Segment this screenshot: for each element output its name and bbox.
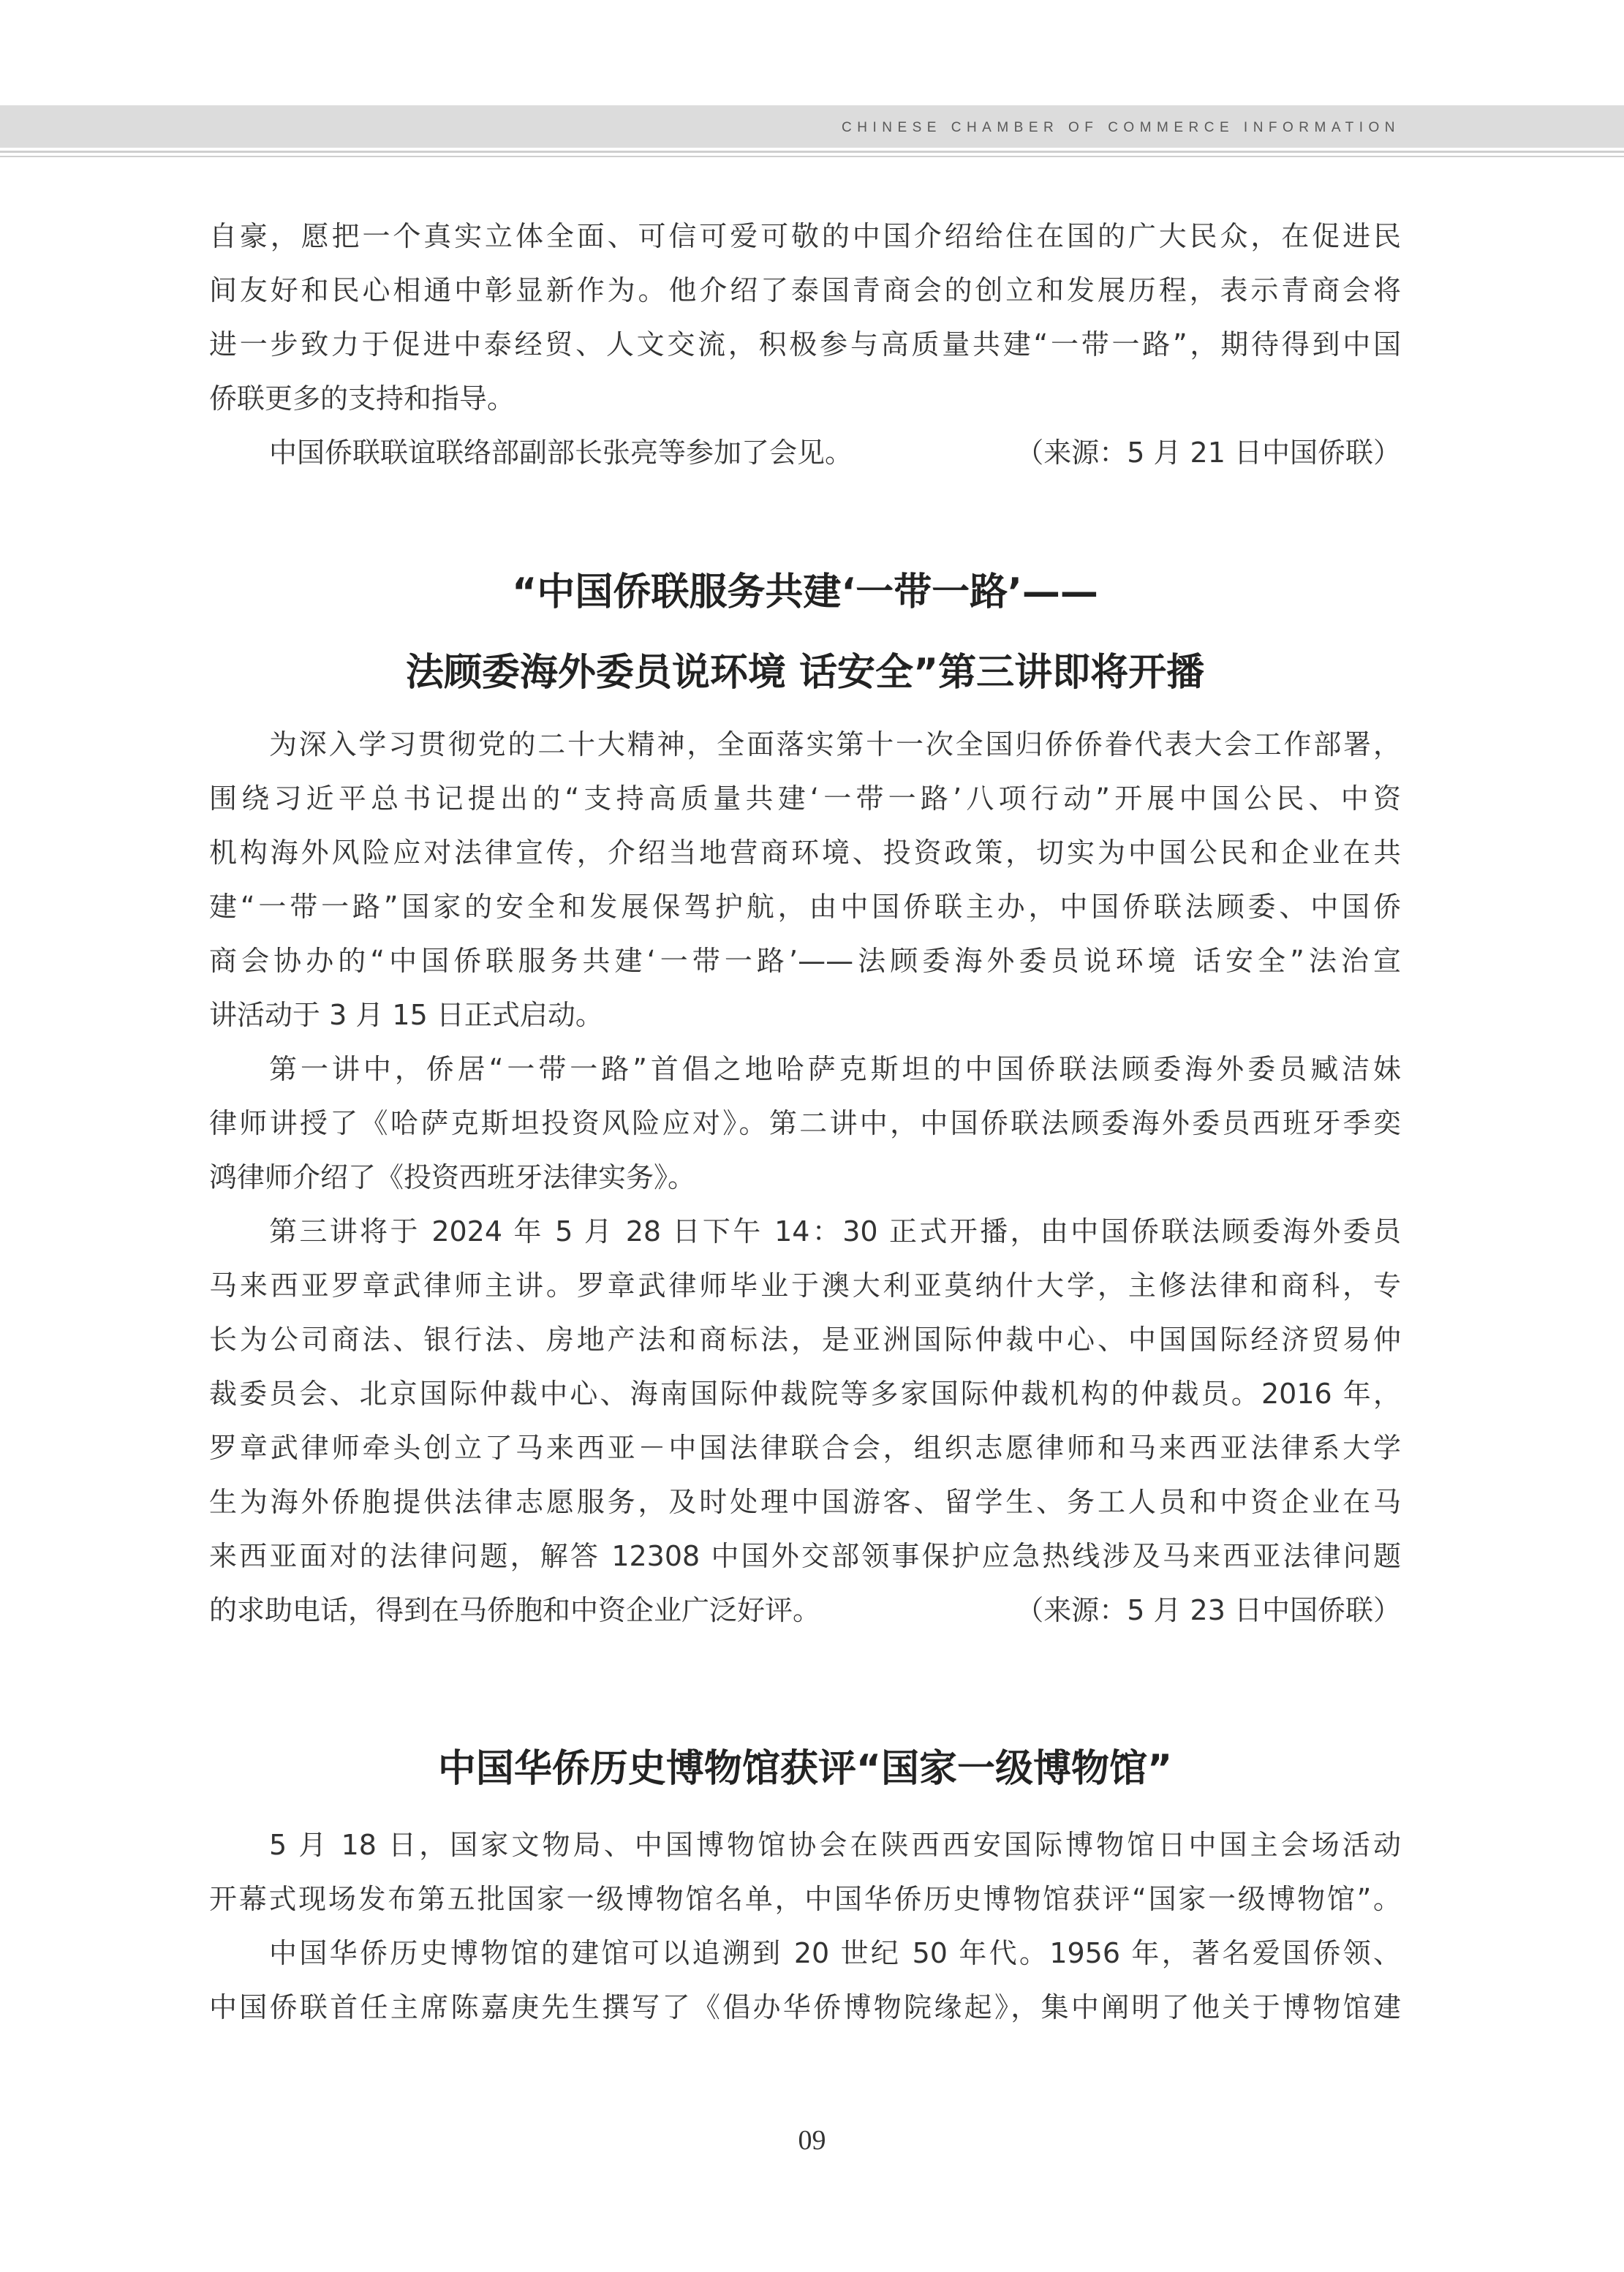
text-line: 第三讲将于 2024 年 5 月 28 日下午 14：30 正式开播，由中国侨联法顾委海外委员 bbox=[269, 1215, 1401, 1248]
text-line: 罗章武律师牵头创立了马来西亚－中国法律联合会，组织志愿律师和马来西亚法律系大学 bbox=[209, 1432, 1401, 1464]
article-title-line-2: 法顾委海外委员说环境 话安全”第三讲即将开播 bbox=[405, 651, 1205, 695]
text-line: 第一讲中，侨居“一带一路”首倡之地哈萨克斯坦的中国侨联法顾委海外委员臧洁妹 bbox=[269, 1053, 1401, 1085]
source-citation: （来源：5 月 23 日中国侨联） bbox=[1016, 1594, 1401, 1626]
intro-section bbox=[209, 209, 1401, 480]
text-line: 来西亚面对的法律问题，解答 12308 中国外交部领事保护应急热线涉及马来西亚法律问题 bbox=[209, 1540, 1401, 1572]
article-2-body bbox=[209, 1818, 1401, 2034]
text-line: 中国华侨历史博物馆的建馆可以追溯到 20 世纪 50 年代。1956 年，著名爱国侨领、 bbox=[269, 1937, 1401, 1969]
article-2-paragraph-1 bbox=[209, 1818, 1401, 1926]
text-line: 侨联更多的支持和指导。 bbox=[209, 382, 515, 415]
text-line: 进一步致力于促进中泰经贸、人文交流，积极参与高质量共建“一带一路”，期待得到中国 bbox=[209, 328, 1401, 361]
text-line: 马来西亚罗章武律师主讲。罗章武律师毕业于澳大利亚莫纳什大学，主修法律和商科，专 bbox=[209, 1269, 1401, 1302]
text-line: 机构海外风险应对法律宣传，介绍当地营商环境、投资政策，切实为中国公民和企业在共 bbox=[209, 837, 1401, 869]
article-1-closing-row bbox=[209, 1583, 1401, 1637]
text-line: 围绕习近平总书记提出的“支持高质量共建‘一带一路’八项行动”开展中国公民、中资 bbox=[209, 782, 1401, 815]
page-number: 09 bbox=[798, 2125, 826, 2156]
running-title: CHINESE CHAMBER OF COMMERCE INFORMATION bbox=[842, 120, 1400, 135]
text-line: 讲活动于 3 月 15 日正式启动。 bbox=[209, 999, 603, 1031]
header-rule-thin bbox=[0, 156, 1624, 157]
text-line: 5 月 18 日，国家文物局、中国博物馆协会在陕西西安国际博物馆日中国主会场活动 bbox=[269, 1829, 1401, 1861]
article-title-line-1: “中国侨联服务共建‘一带一路’—— bbox=[512, 570, 1098, 614]
text-line: 为深入学习贯彻党的二十大精神，全面落实第十一次全国归侨侨眷代表大会工作部署， bbox=[269, 728, 1401, 761]
text-line: 自豪，愿把一个真实立体全面、可信可爱可敬的中国介绍给住在国的广大民众，在促进民 bbox=[209, 220, 1401, 252]
text-line: 中国侨联首任主席陈嘉庚先生撰写了《倡办华侨博物院缘起》，集中阐明了他关于博物馆建 bbox=[209, 1991, 1401, 2023]
text-line: 间友好和民心相通中彰显新作为。他介绍了泰国青商会的创立和发展历程，表示青商会将 bbox=[209, 274, 1401, 306]
article-1-body bbox=[209, 717, 1401, 1637]
text-line: 律师讲授了《哈萨克斯坦投资风险应对》。第二讲中，中国侨联法顾委海外委员西班牙季奕 bbox=[209, 1107, 1401, 1139]
text-line: 建“一带一路”国家的安全和发展保驾护航，由中国侨联主办，中国侨联法顾委、中国侨 bbox=[209, 891, 1401, 923]
text-line: 鸿律师介绍了《投资西班牙法律实务》。 bbox=[209, 1161, 696, 1193]
article-2-paragraph-2 bbox=[209, 1926, 1401, 2034]
intro-paragraph bbox=[209, 209, 1401, 426]
text-line: 商会协办的“中国侨联服务共建‘一带一路’——法顾委海外委员说环境 话安全”法治宣 bbox=[209, 945, 1401, 977]
article-1-paragraph-2 bbox=[209, 1042, 1401, 1204]
text-line: 生为海外侨胞提供法律志愿服务，及时处理中国游客、留学生、务工人员和中资企业在马 bbox=[209, 1486, 1401, 1518]
text-line: 裁委员会、北京国际仲裁中心、海南国际仲裁院等多家国际仲裁机构的仲裁员。2016 年， bbox=[209, 1378, 1401, 1410]
header-rule bbox=[0, 151, 1624, 153]
article-1-paragraph-1 bbox=[209, 717, 1401, 1042]
article-1-paragraph-3 bbox=[209, 1204, 1401, 1583]
text-line: 开幕式现场发布第五批国家一级博物馆名单，中国华侨历史博物馆获评“国家一级博物馆”。 bbox=[209, 1883, 1401, 1915]
article-1-closing-text: 的求助电话，得到在马侨胞和中资企业广泛好评。 bbox=[209, 1594, 821, 1626]
article-2-title: 中国华侨历史博物馆获评“国家一级博物馆” bbox=[437, 1747, 1173, 1791]
intro-closing-row bbox=[209, 426, 1401, 480]
text-line: 长为公司商法、银行法、房地产法和商标法，是亚洲国际仲裁中心、中国国际经济贸易仲 bbox=[209, 1324, 1401, 1356]
source-citation: （来源：5 月 21 日中国侨联） bbox=[1016, 437, 1401, 469]
intro-closing-text: 中国侨联联谊联络部副部长张亮等参加了会见。 bbox=[269, 437, 853, 469]
